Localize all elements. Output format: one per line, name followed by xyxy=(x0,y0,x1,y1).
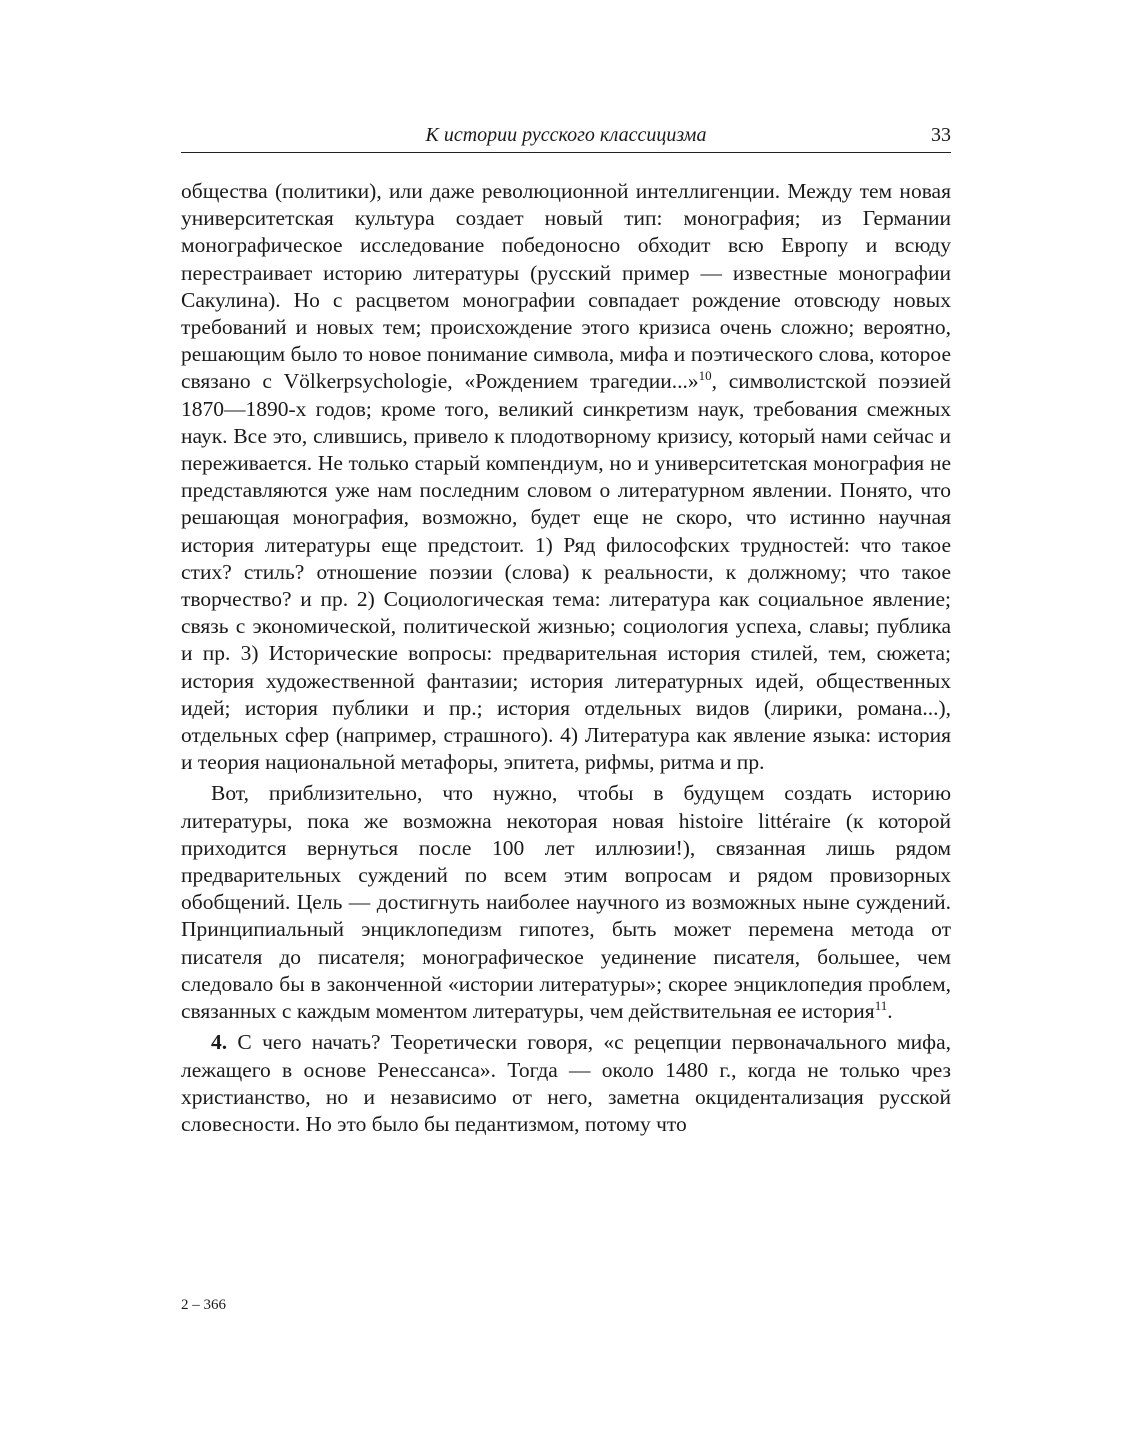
running-title: К истории русского классицизма xyxy=(425,124,707,146)
paragraph-1-text-part-1: общества (политики), или даже революционной интеллигенции. Между тем новая университетская культура создает новый тип: монография; из Германии монографическое исследование победоносно обходит всю Европу и всюду перестраивает историю литературы (русский пример — известные монографии Сакулина). Но с расцветом монографии совпадает рождение отовсюду новых требований и новых тем; происхождение этого кризиса очень сложно; вероятно, решающим было то новое понимание символа, мифа и поэтического слова, которое связано с Völkerpsychologie, «Рождением трагедии...» xyxy=(181,179,951,394)
page-number: 33 xyxy=(931,124,951,146)
paragraph-2-text-part-2: . xyxy=(887,999,893,1024)
paragraph-2 xyxy=(181,780,951,1025)
paragraph-1-text-part-2: , символистской поэзией 1870—1890-х годов; кроме того, великий синкретизм наук, требования смежных наук. Все это, слившись, привело к плодотворному кризису, который нами сейчас и переживается. Не только старый компендиум, но и университетская монография не представляются уже нам последним словом о литературном явлении. Понято, что решающая монография, возможно, будет еще не скоро, что истинно научная история литературы еще предстоит. 1) Ряд философских трудностей: что такое стих? стиль? отношение поэзии (слова) к реальности, к должному; что такое творчество? и пр. 2) Социологическая тема: литература как социальное явление; связь с экономической, политической жизнью; социология успеха, славы; публика и пр. 3) Исторические вопросы: предварительная история стилей, тем, сюжета; история художественной фантазии; история литературных идей, общественных идей; история публики и пр.; история отдельных видов (лирики, романа...), отдельных сфер (например, страшного). 4) Литература как явление языка: история и теория национальной метафоры, эпитета, рифмы, ритма и пр. xyxy=(181,369,951,775)
paragraph-3 xyxy=(181,1029,951,1138)
paragraph-3-text: С чего начать? Теоретически говоря, «с рецепции первоначального мифа, лежащего в основе Ренессанса». Тогда — около 1480 г., когда не только чрез христианство, но и независимо от него, заметна окцидентализация русской словесности. Но это было бы педантизмом, потому что xyxy=(181,1030,951,1136)
paragraph-2-text-part-1: Вот, приблизительно, что нужно, чтобы в будущем создать историю литературы, пока же возможна некоторая новая histoire littéraire (к которой приходится вернуться после 100 лет иллюзии!), связанная лишь рядом предварительных суждений по всем этим вопросам и рядом провизорных обобщений. Цель — достигнуть наиболее научного из возможных ныне суждений. Принципиальный энциклопедизм гипотез, быть может перемена метода от писателя до писателя; монографическое уединение писателя, большее, чем следовало бы в законченной «истории литературы»; скорее энциклопедия проблем, связанных с каждым моментом литературы, чем действительная ее история xyxy=(181,781,951,1024)
footnote-ref-10: 10 xyxy=(698,368,712,384)
footnote-ref-11: 11 xyxy=(874,997,888,1013)
signature-mark: 2 – 366 xyxy=(181,1297,226,1313)
page-header xyxy=(181,122,951,153)
section-number: 4. xyxy=(211,1030,228,1055)
paragraph-1 xyxy=(181,178,951,776)
body-text xyxy=(181,178,951,1138)
